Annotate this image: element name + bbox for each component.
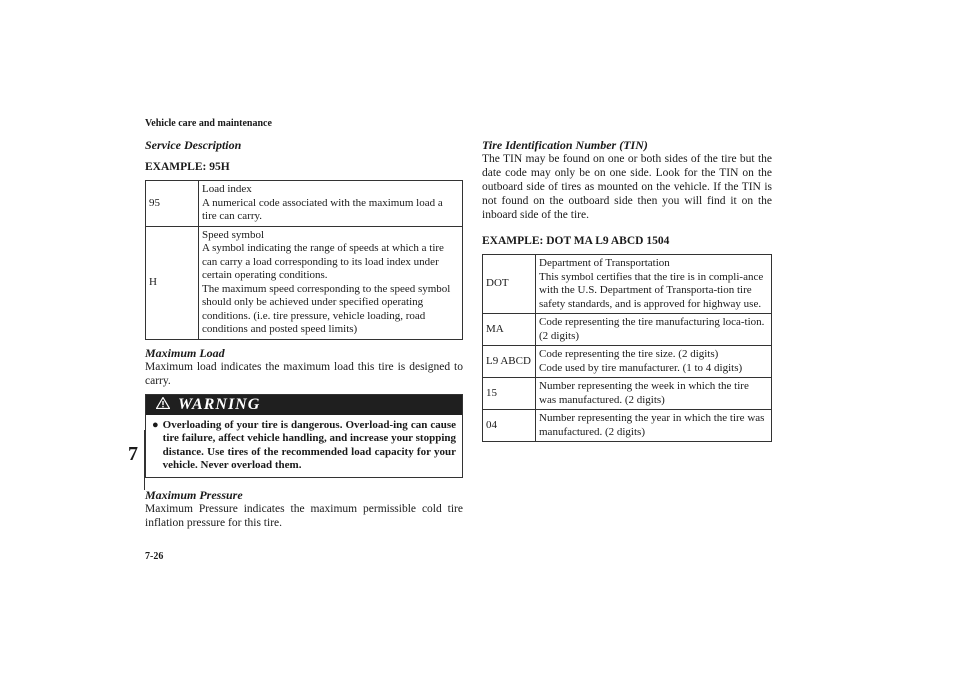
description-line: A symbol indicating the range of speeds at which a tire can carry a load corresponding to its load index under certain operating conditions. [202,242,444,281]
table-cell-description [536,346,772,378]
bullet-icon: ● [152,418,159,431]
warning-body [146,415,462,477]
table-row [146,226,463,339]
tin-table [482,254,772,442]
table-row [483,346,772,378]
description-line: Code representing the tire size. (2 digits) [539,348,719,360]
description-line: The maximum speed corresponding to the speed symbol should only be achieved under specified operating conditions. (i.e. tire pressure, vehicle loading, road conditions and posted speed limits) [202,282,451,335]
maximum-load-heading: Maximum Load [145,345,225,360]
table-cell-description [536,410,772,442]
table-row [483,378,772,410]
tin-example: EXAMPLE: DOT MA L9 ABCD 1504 [482,235,670,247]
warning-triangle-icon [156,397,170,413]
table-row [146,181,463,227]
table-cell-description [536,314,772,346]
service-description-table [145,180,463,340]
table-cell-description [536,378,772,410]
table-cell-description [199,181,463,227]
table-cell-code: 04 [483,410,536,442]
right-column [482,138,772,442]
table-cell-code: 15 [483,378,536,410]
warning-text: Overloading of your tire is dangerous. Overload-ing can cause tire failure, affect vehicle handling, and increase your stopping distance. Use tires of the recommended load capacity for your vehicle. Never overload them. [162,418,456,471]
section-header: Vehicle care and maintenance [145,118,272,129]
table-cell-code: H [146,226,199,339]
description-line: Number representing the year in which the tire was manufactured. (2 digits) [539,412,765,438]
left-column [145,138,463,536]
chapter-tab: 7 [128,430,145,490]
page-number: 7-26 [145,551,164,562]
maximum-pressure-heading: Maximum Pressure [145,487,243,502]
table-cell-code: DOT [483,255,536,314]
service-description-example: EXAMPLE: 95H [145,161,230,173]
tin-heading: Tire Identification Number (TIN) [482,138,648,152]
table-cell-description [199,226,463,339]
warning-label: WARNING [178,395,261,413]
table-row [483,410,772,442]
table-cell-code: L9 ABCD [483,346,536,378]
warning-title-bar [146,395,462,415]
description-line: A numerical code associated with the maximum load a tire can carry. [202,196,443,222]
description-line: Load index [202,183,252,195]
warning-box [145,394,463,478]
description-line: This symbol certifies that the tire is in compli-ance with the U.S. Department of Transporta-tion tire safety standards, and is approved for highway use. [539,270,764,310]
table-row [483,314,772,346]
tin-text: The TIN may be found on one or both sides of the tire but the date code may only be on one side. Look for the TIN on the outboard side of tires as mounted on the vehicle. If the TIN is not found on the outboard side then you will find it on the inboard side of the tire. [482,153,772,221]
description-line: Department of Transportation [539,257,670,269]
description-line: Code representing the tire manufacturing loca-tion. (2 digits) [539,316,765,342]
table-cell-description [536,255,772,314]
table-cell-code: 95 [146,181,199,227]
table-cell-code: MA [483,314,536,346]
maximum-pressure-text: Maximum Pressure indicates the maximum permissible cold tire inflation pressure for this tire. [145,502,463,529]
table-row [483,255,772,314]
description-line: Speed symbol [202,228,265,241]
service-description-heading: Service Description [145,138,242,152]
maximum-load-text: Maximum load indicates the maximum load this tire is designed to carry. [145,360,463,387]
description-line: Number representing the week in which the tire was manufactured. (2 digits) [539,380,749,406]
description-line: Code used by tire manufacturer. (1 to 4 digits) [539,361,743,374]
